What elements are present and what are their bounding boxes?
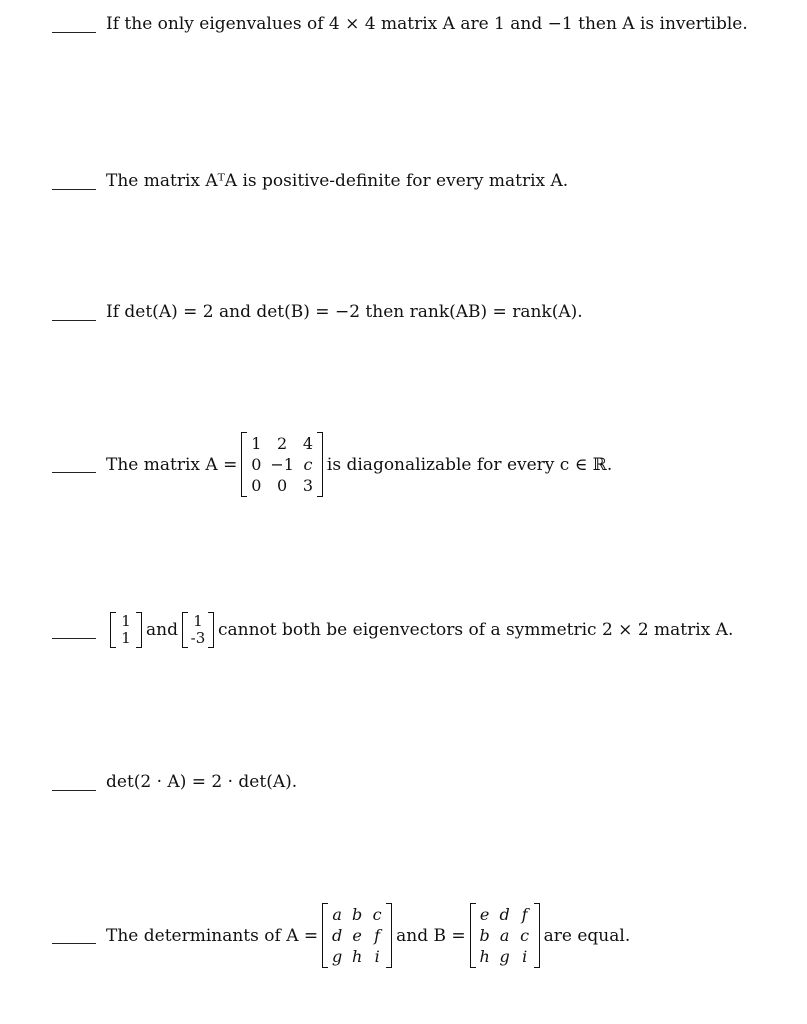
- question-1: [52, 14, 748, 34]
- question-2: [52, 171, 568, 191]
- answer-blank[interactable]: [52, 189, 96, 190]
- matrix-A: a b c d e f g h i: [322, 903, 392, 968]
- question-text-before: The matrix A =: [106, 454, 238, 475]
- question-text: The matrix AᵀA is positive-definite for every matrix A.: [106, 171, 569, 191]
- answer-blank[interactable]: [52, 943, 96, 944]
- vector-2: 1 -3: [182, 612, 214, 648]
- question-text-after: are equal.: [543, 925, 631, 946]
- question-5: [52, 612, 733, 648]
- matrix-B: e d f b a c h g i: [470, 903, 540, 968]
- question-6: [52, 772, 297, 792]
- answer-blank[interactable]: [52, 32, 96, 33]
- question-text: If the only eigenvalues of 4 × 4 matrix A are 1 and −1 then A is invertible.: [106, 14, 748, 34]
- question-join: and: [146, 620, 178, 640]
- question-text-after: cannot both be eigenvectors of a symmetric 2 × 2 matrix A.: [217, 620, 734, 640]
- question-3: [52, 302, 583, 322]
- question-text: If det(A) = 2 and det(B) = −2 then rank(AB) = rank(A).: [106, 302, 583, 322]
- answer-blank[interactable]: [52, 638, 96, 639]
- answer-blank[interactable]: [52, 320, 96, 321]
- question-text: det(2 · A) = 2 · det(A).: [106, 772, 298, 792]
- answer-blank[interactable]: [52, 472, 96, 473]
- question-text-before: The determinants of A =: [106, 925, 319, 946]
- answer-blank[interactable]: [52, 790, 96, 791]
- vector-1: 1 1: [110, 612, 142, 648]
- matrix-A: 1 2 4 0 −1 c 0 0 3: [241, 432, 323, 497]
- question-7: [52, 903, 630, 968]
- question-join: and B =: [396, 925, 466, 946]
- question-4: [52, 432, 612, 497]
- question-text-after: is diagonalizable for every c ∈ ℝ.: [326, 454, 613, 475]
